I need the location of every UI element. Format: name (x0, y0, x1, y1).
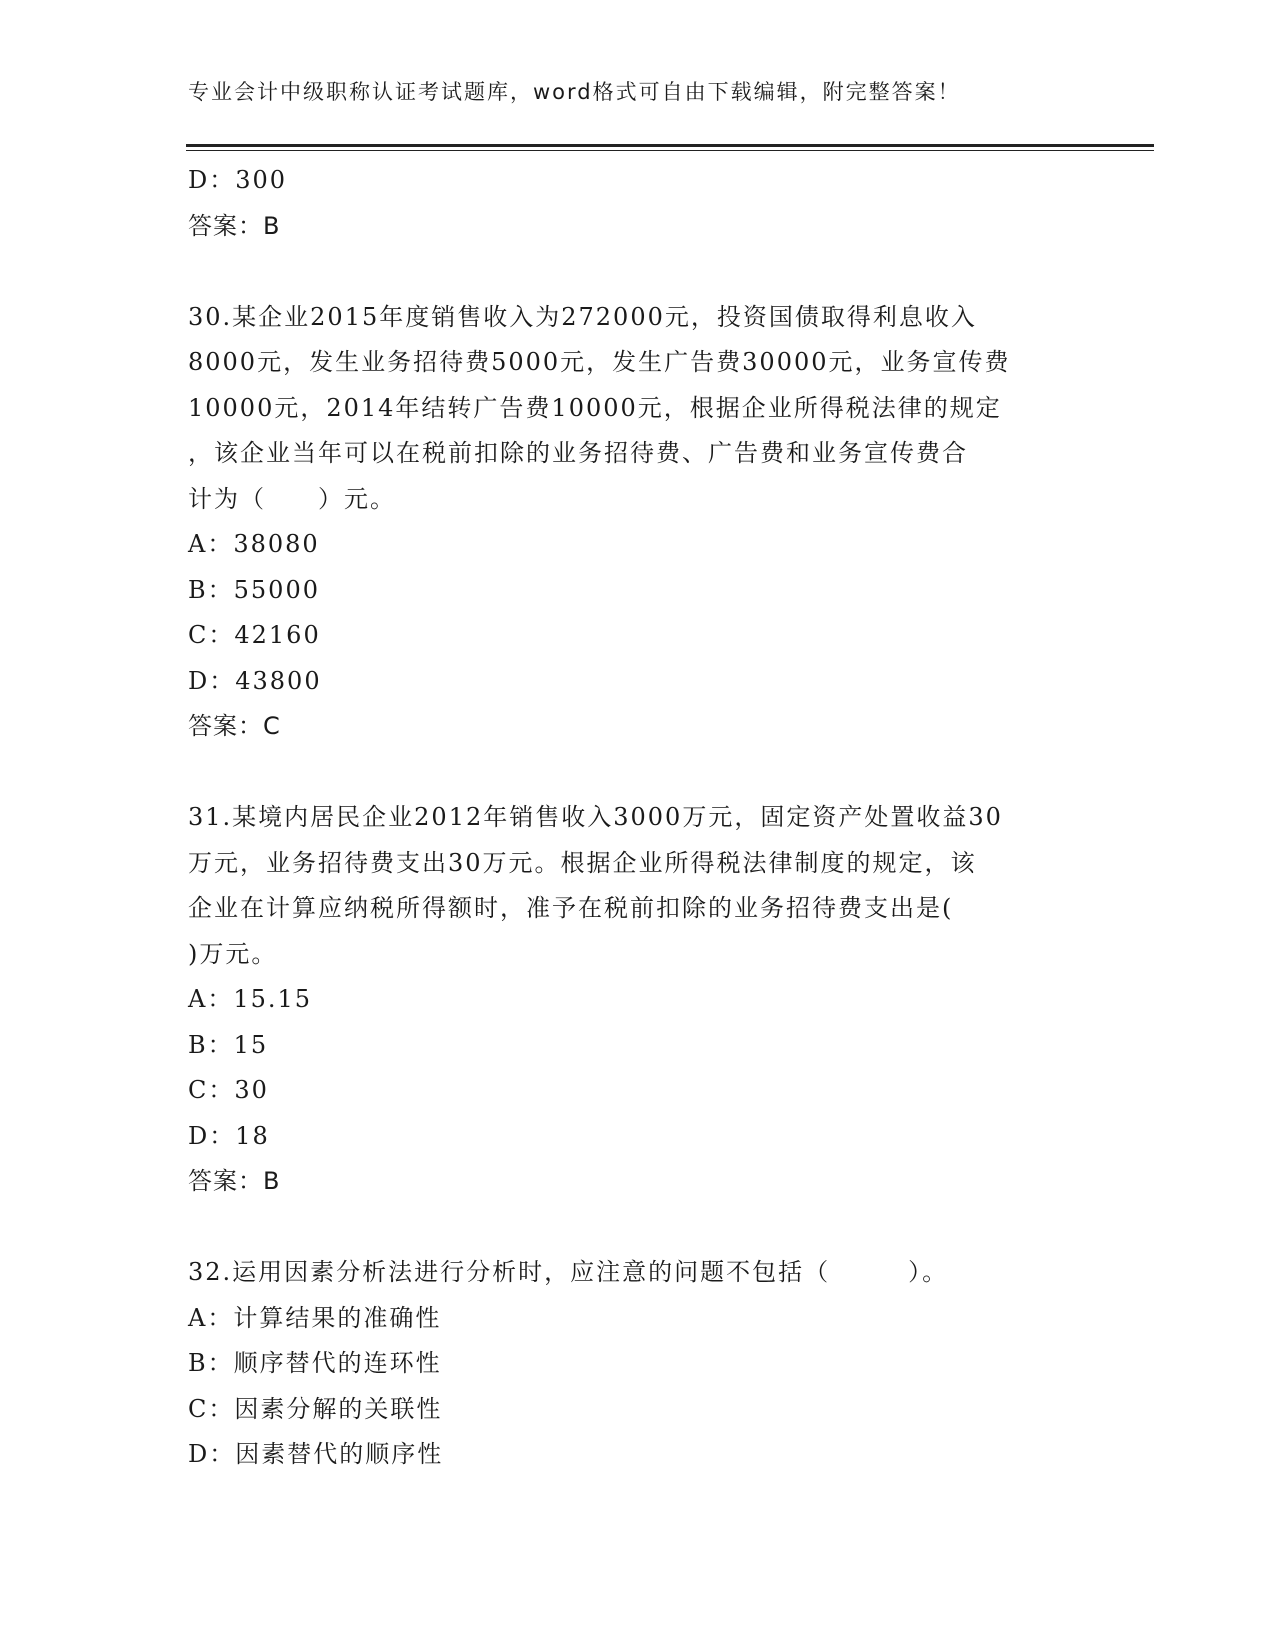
option-c: C：30 (188, 1076, 269, 1104)
question-text-line: 企业在计算应纳税所得额时，准予在税前扣除的业务招待费支出是( (188, 894, 954, 922)
answer: 答案：B (188, 1167, 281, 1195)
document-body (188, 158, 1088, 1478)
option-d: D：300 (188, 166, 288, 194)
option-d: D：因素替代的顺序性 (188, 1440, 444, 1468)
answer: 答案：B (188, 211, 281, 240)
question-text-line: 31.某境内居民企业2012年销售收入3000万元，固定资产处置收益30 (188, 803, 1003, 831)
question-text-line: 10000元，2014年结转广告费10000元，根据企业所得税法律的规定 (188, 393, 1002, 422)
spacer (188, 750, 1088, 796)
header-rule-thin (186, 150, 1154, 151)
question-text-line: 万元，业务招待费支出30万元。根据企业所得税法律制度的规定，该 (188, 848, 977, 877)
question-text-line: 8000元，发生业务招待费5000元，发生广告费30000元，业务宣传费 (188, 348, 1011, 376)
option-d: D：43800 (188, 666, 322, 695)
spacer (188, 1205, 1088, 1251)
question-32 (188, 1250, 1088, 1478)
option-c: C：因素分解的关联性 (188, 1394, 443, 1423)
spacer (188, 249, 1088, 295)
question-text-line: 计为（ ）元。 (188, 484, 396, 513)
option-d: D：18 (188, 1121, 270, 1150)
question-text-line: )万元。 (188, 939, 278, 968)
question-text-line: 30.某企业2015年度销售收入为272000元，投资国债取得利息收入 (188, 302, 977, 331)
question-31 (188, 795, 1088, 1205)
option-a: A：15.15 (188, 985, 313, 1013)
option-b: B：顺序替代的连环性 (188, 1349, 442, 1377)
question-text-line: 32.运用因素分析法进行分析时，应注意的问题不包括（ ）。 (188, 1258, 949, 1286)
page-header: 专业会计中级职称认证考试题库，word格式可自由下载编辑，附完整答案！ (188, 80, 961, 104)
answer: 答案：C (188, 712, 281, 740)
option-a: A：38080 (188, 530, 320, 558)
option-c: C：42160 (188, 621, 321, 649)
header-rule-thick (186, 144, 1154, 147)
option-b: B：15 (188, 1030, 269, 1059)
question-text-line: ，该企业当年可以在税前扣除的业务招待费、广告费和业务宣传费合 (188, 439, 968, 467)
option-b: B：55000 (188, 575, 320, 604)
question-30 (188, 295, 1088, 750)
option-a: A：计算结果的准确性 (188, 1303, 442, 1332)
